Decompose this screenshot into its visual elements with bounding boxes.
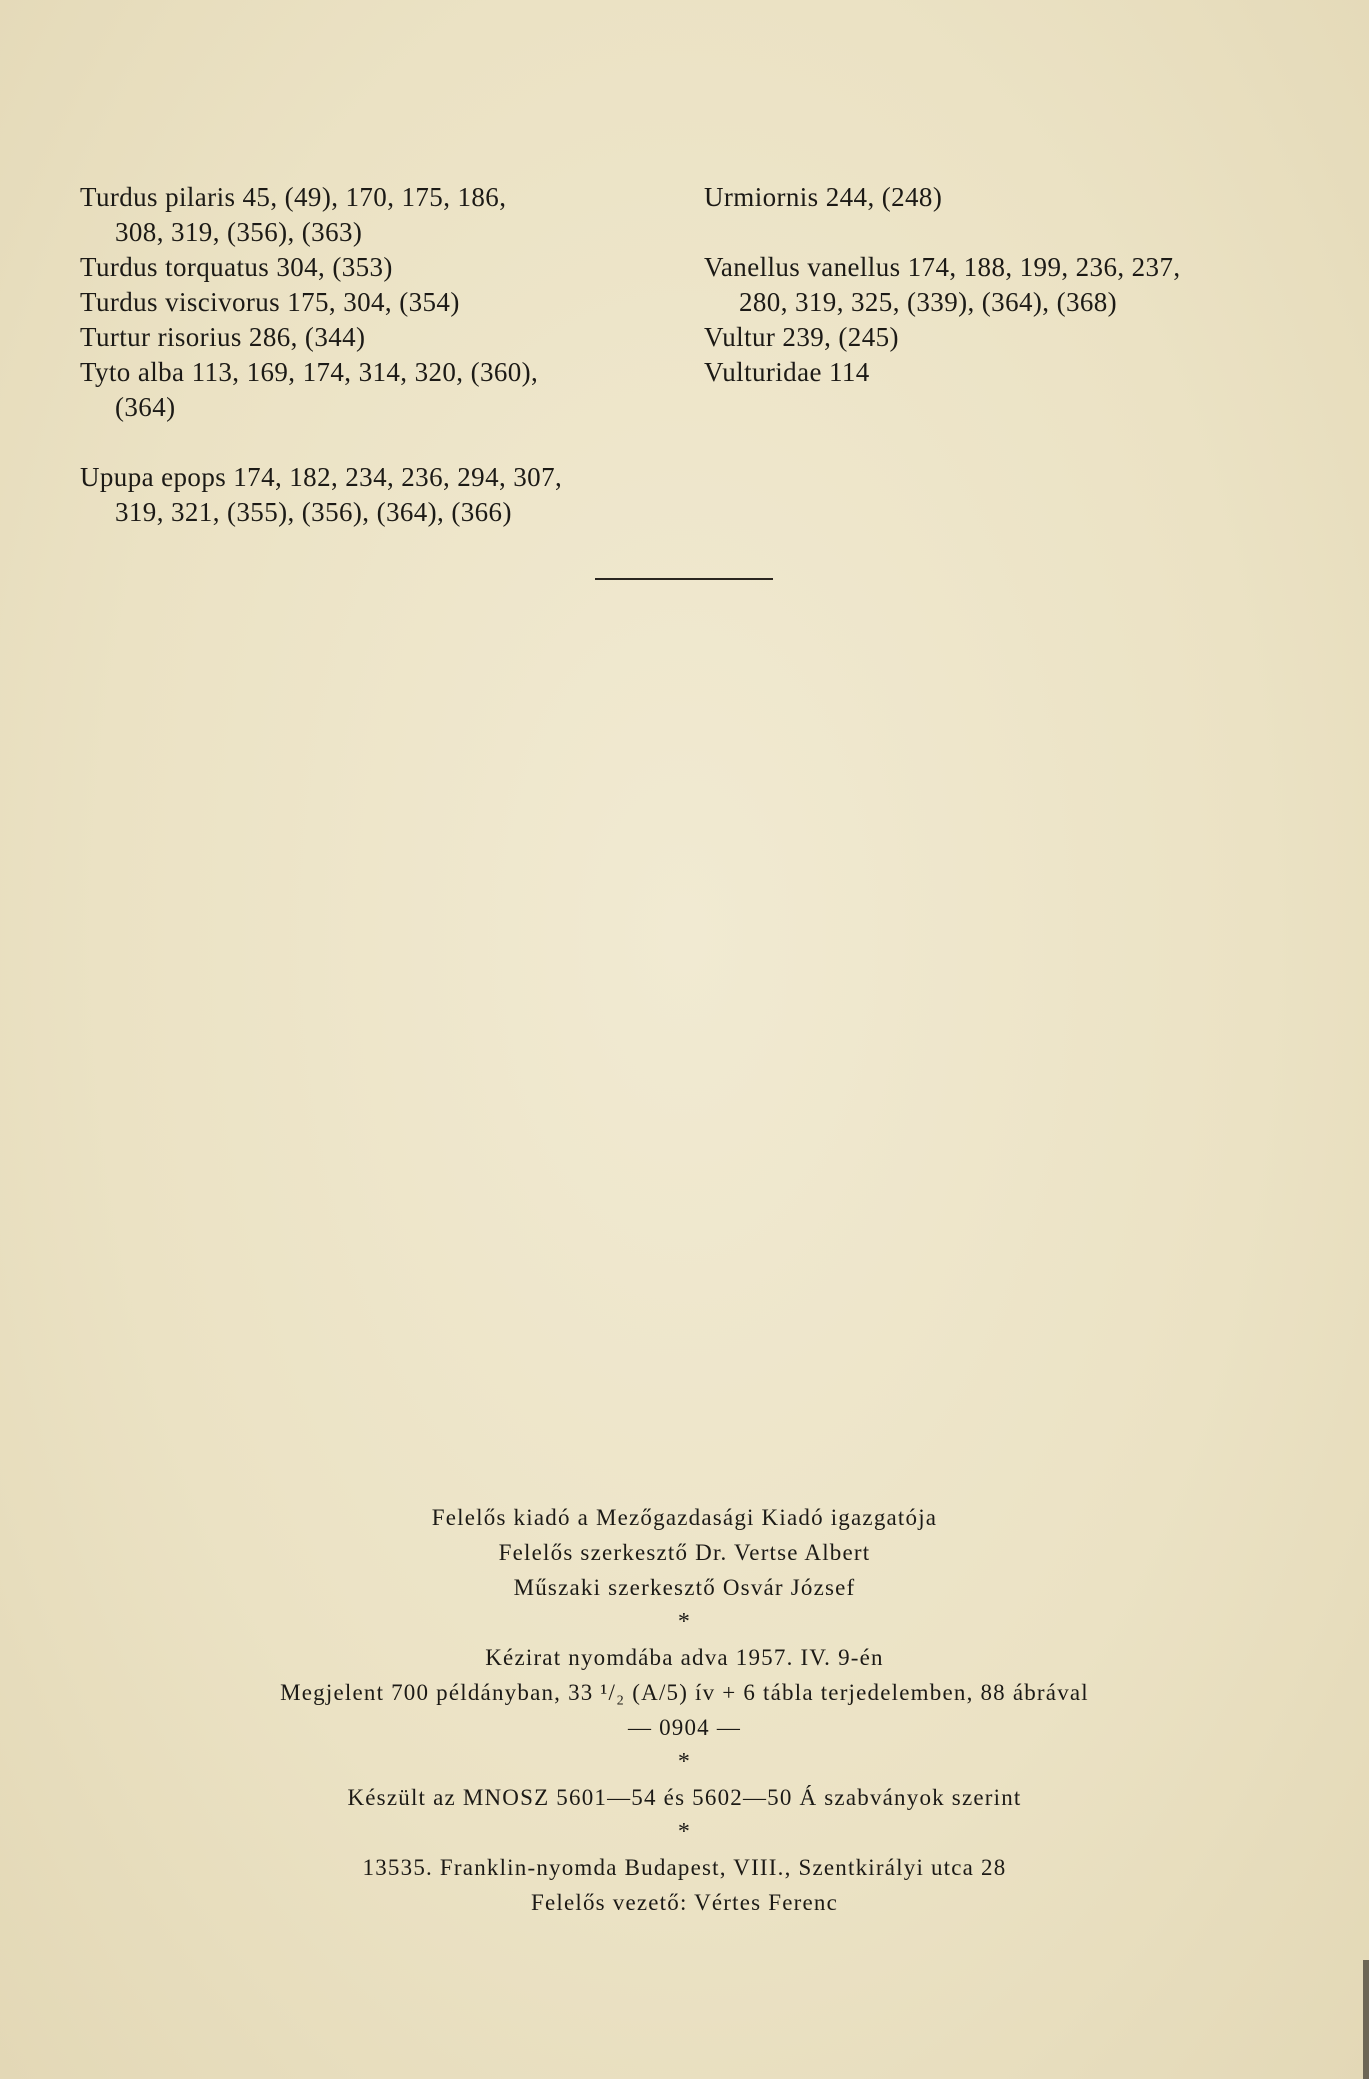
index-entry bbox=[80, 460, 680, 530]
entry-head: Vultur 239, (245) bbox=[704, 322, 899, 352]
printer-line: 13535. Franklin-nyomda Budapest, VIII., Szentkirályi utca 28 bbox=[362, 1855, 1007, 1880]
entry-head: Urmiornis 244, (248) bbox=[704, 182, 943, 212]
index-entry bbox=[704, 355, 1324, 390]
entry-continuation: 308, 319, (356), (363) bbox=[115, 217, 363, 247]
entry-continuation: 280, 319, 325, (339), (364), (368) bbox=[739, 287, 1118, 317]
entry-head: Vulturidae 114 bbox=[704, 357, 870, 387]
separator-star: * bbox=[677, 1609, 692, 1635]
index-entry bbox=[80, 320, 680, 355]
entry-head: Turdus torquatus 304, (353) bbox=[80, 252, 393, 282]
tech-editor-line: Műszaki szerkesztő Osvár József bbox=[513, 1575, 856, 1600]
index-entry bbox=[80, 285, 680, 320]
index-entry bbox=[704, 180, 1324, 215]
index-entry bbox=[704, 320, 1324, 355]
entry-head: Upupa epops 174, 182, 234, 236, 294, 307, bbox=[80, 462, 563, 492]
index-column-right bbox=[704, 180, 1324, 390]
entry-continuation: 319, 321, (355), (356), (364), (366) bbox=[115, 497, 512, 527]
index-entry bbox=[80, 180, 680, 250]
published-line: Megjelent 700 példányban, 33 ¹/₂ (A/5) ív + 6 tábla terjedelemben, 88 ábrával bbox=[280, 1680, 1089, 1705]
code-line: — 0904 — bbox=[627, 1715, 742, 1740]
publisher-line: Felelős kiadó a Mezőgazdasági Kiadó igazgatója bbox=[431, 1505, 938, 1530]
index-entry bbox=[80, 355, 680, 425]
manager-line: Felelős vezető: Vértes Ferenc bbox=[530, 1890, 839, 1915]
entry-head: Tyto alba 113, 169, 174, 314, 320, (360), bbox=[80, 357, 539, 387]
standards-line: Készült az MNOSZ 5601—54 és 5602—50 Á szabványok szerint bbox=[347, 1785, 1022, 1810]
entry-head: Turdus pilaris 45, (49), 170, 175, 186, bbox=[80, 182, 507, 212]
index-entry bbox=[80, 250, 680, 285]
manuscript-line: Kézirat nyomdába adva 1957. IV. 9-én bbox=[485, 1645, 884, 1670]
entry-continuation: (364) bbox=[115, 392, 176, 422]
separator-star: * bbox=[677, 1819, 692, 1845]
entry-head: Turdus viscivorus 175, 304, (354) bbox=[80, 287, 460, 317]
index-entry bbox=[704, 250, 1324, 320]
entry-head: Vanellus vanellus 174, 188, 199, 236, 237, bbox=[704, 252, 1181, 282]
separator-star: * bbox=[677, 1749, 692, 1775]
editor-line: Felelős szerkesztő Dr. Vertse Albert bbox=[498, 1540, 871, 1565]
index-column-left bbox=[80, 180, 680, 530]
section-divider bbox=[595, 578, 773, 580]
entry-head: Turtur risorius 286, (344) bbox=[80, 322, 366, 352]
colophon bbox=[0, 1500, 1369, 1920]
page-edge-shadow bbox=[1363, 1960, 1369, 2079]
